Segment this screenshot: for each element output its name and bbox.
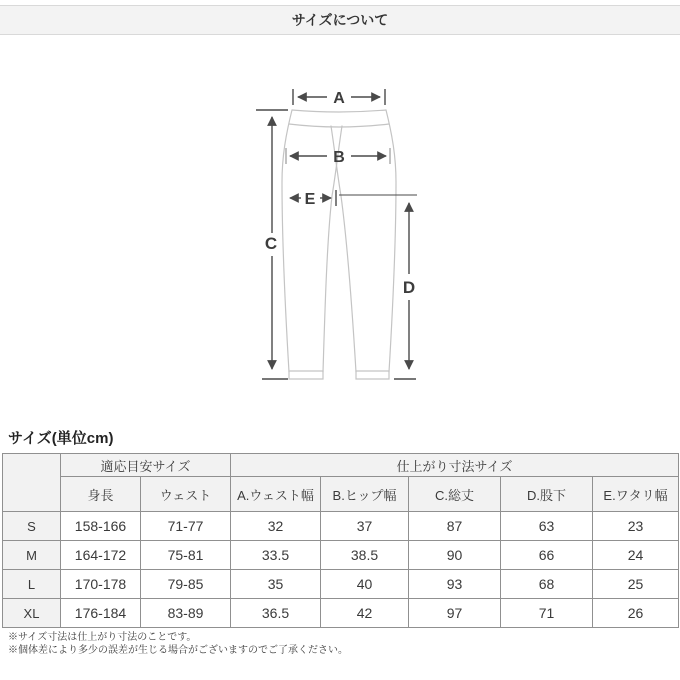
table-title: サイズ(単位cm) bbox=[8, 430, 114, 447]
cell-c: 90 bbox=[409, 541, 501, 570]
cell-c: 97 bbox=[409, 599, 501, 628]
cell-height: 176-184 bbox=[61, 599, 141, 628]
cell-d: 68 bbox=[501, 570, 593, 599]
dim-label-e: E bbox=[304, 191, 316, 208]
col-header-b-hip-width: B.ヒップ幅 bbox=[321, 477, 409, 512]
cell-e: 23 bbox=[593, 512, 679, 541]
cell-b: 40 bbox=[321, 570, 409, 599]
col-header-d-inseam: D.股下 bbox=[501, 477, 593, 512]
cell-c: 93 bbox=[409, 570, 501, 599]
col-header-c-total-length: C.総丈 bbox=[409, 477, 501, 512]
cell-b: 42 bbox=[321, 599, 409, 628]
cell-b: 38.5 bbox=[321, 541, 409, 570]
dim-label-c: C bbox=[264, 234, 278, 253]
size-label: XL bbox=[3, 599, 61, 628]
footnotes bbox=[8, 631, 348, 657]
pants-waist-top bbox=[292, 110, 386, 112]
cell-a: 35 bbox=[231, 570, 321, 599]
footnote-1: ※サイズ寸法は仕上がり寸法のことです。 bbox=[8, 632, 197, 643]
group-header-fit: 適応目安サイズ bbox=[61, 454, 231, 477]
cell-height: 164-172 bbox=[61, 541, 141, 570]
col-header-e-thigh-width: E.ワタリ幅 bbox=[593, 477, 679, 512]
cell-height: 158-166 bbox=[61, 512, 141, 541]
table-row-m bbox=[3, 541, 679, 570]
cell-d: 66 bbox=[501, 541, 593, 570]
cell-e: 25 bbox=[593, 570, 679, 599]
cell-waist: 71-77 bbox=[141, 512, 231, 541]
pants-waistband bbox=[289, 124, 389, 127]
cell-waist: 75-81 bbox=[141, 541, 231, 570]
cell-d: 63 bbox=[501, 512, 593, 541]
page-title: サイズについて bbox=[0, 5, 680, 35]
cell-waist: 83-89 bbox=[141, 599, 231, 628]
cell-e: 24 bbox=[593, 541, 679, 570]
pants-left-hem bbox=[289, 371, 323, 379]
cell-b: 37 bbox=[321, 512, 409, 541]
dim-label-b: B bbox=[333, 149, 345, 166]
size-label: L bbox=[3, 570, 61, 599]
cell-waist: 79-85 bbox=[141, 570, 231, 599]
table-row-l bbox=[3, 570, 679, 599]
cell-a: 32 bbox=[231, 512, 321, 541]
cell-e: 26 bbox=[593, 599, 679, 628]
table-column-header-row bbox=[3, 477, 679, 512]
cell-d: 71 bbox=[501, 599, 593, 628]
pants-left-outer-seam bbox=[282, 110, 292, 372]
table-row-xl bbox=[3, 599, 679, 628]
table-group-header-row bbox=[3, 454, 679, 477]
size-label: M bbox=[3, 541, 61, 570]
corner-cell bbox=[3, 454, 61, 512]
size-label: S bbox=[3, 512, 61, 541]
col-header-height: 身長 bbox=[61, 477, 141, 512]
cell-a: 33.5 bbox=[231, 541, 321, 570]
table-row-s bbox=[3, 512, 679, 541]
footnote-2: ※個体差により多少の誤差が生じる場合がございますのでご了承ください。 bbox=[8, 645, 348, 656]
pants-measurement-diagram bbox=[0, 60, 680, 410]
cell-height: 170-178 bbox=[61, 570, 141, 599]
cell-a: 36.5 bbox=[231, 599, 321, 628]
col-header-a-waist-width: A.ウェスト幅 bbox=[231, 477, 321, 512]
col-header-waist: ウェスト bbox=[141, 477, 231, 512]
dim-label-d: D bbox=[402, 278, 416, 297]
group-header-finished: 仕上がり寸法サイズ bbox=[231, 454, 679, 477]
cell-c: 87 bbox=[409, 512, 501, 541]
pants-right-outer-seam bbox=[386, 110, 396, 372]
size-table bbox=[2, 453, 679, 628]
pants-right-hem bbox=[356, 371, 389, 379]
dim-label-a: A bbox=[333, 90, 345, 107]
